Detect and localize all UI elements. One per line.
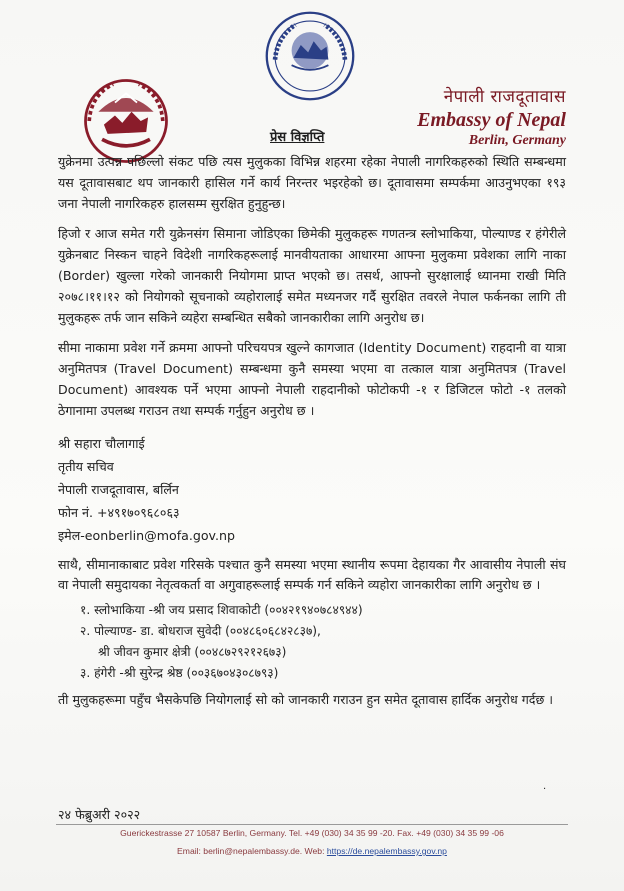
embassy-letterhead xyxy=(417,84,566,149)
footer-address: Guerickestrasse 27 10587 Berlin, Germany. Tel. +49 (030) 34 35 99 -20. Fax. +49 (030) 34 35 99 -06 xyxy=(120,828,504,838)
embassy-city: Berlin, Germany xyxy=(468,133,566,148)
paragraph-2: हिजो र आज समेत गरी युक्रेनसंग सिमाना जोडिएका छिमेकी मुलुकहरू गणतन्त्र स्लोभाकिया, पोल्याण्ड र हंगेरीले युक्रेनबाट निस्कन चाहने विदेशी नागरिकहरूलाई मानवीयताका आधारमा आफ्ना मुलुकमा प्रवेशका लागि नाका (Border) खुल्ला गरेको जानकारी नियोगमा प्राप्त भएको छ। तसर्थ, आफ्नो सुरक्षालाई ध्यानमा राखी मिति २०७८।११।१२ को नियोगको सूचनाको व्यहोरालाई समेत मध्यनजर गर्दै सुरक्षित तवरले नेपाल फर्कनका लागि ती मुलुकहरू तर्फ जान सकिने व्यहेरा सम्बन्धित सबैको जानकारीका लागि अनुरोध छ। xyxy=(58,226,566,325)
list-item: श्री जीवन कुमार क्षेत्री (००४८७२९२१२६७३) xyxy=(98,645,287,660)
letter-date: २४ फेब्रुअरी २०२२ xyxy=(58,807,141,822)
signatory-name: श्री सहारा चौलागाई xyxy=(58,435,145,451)
list-item: १. स्लोभाकिया -श्री जय प्रसाद शिवाकोटी (००४२१९४०७८४९४४) xyxy=(80,603,363,618)
contact-list xyxy=(80,600,566,684)
embassy-name-nepali: नेपाली राजदूतावास xyxy=(443,87,566,107)
signature-block xyxy=(58,432,566,547)
list-item: ३. हंगेरी -श्री सुरेन्द्र श्रेष्ठ (००३६७०४३०८७९३) xyxy=(80,666,279,681)
closing-paragraph: ती मुलुकहरूमा पहुँच भैसकेपछि नियोगलाई सो को जानकारी गराउन हुन समेत दूतावास हार्दिक अनुरोध गर्दछ । xyxy=(58,692,554,708)
footer-email: Email: berlin@nepalembassy.de. Web: xyxy=(177,846,325,856)
signatory-email: इमेल-eonberlin@mofa.gov.np xyxy=(58,527,236,543)
paragraph-1: युक्रेनमा उत्पन्न पछिल्लो संकट पछि त्यस मुलुकका विभिन्न शहरमा रहेका नेपाली नागरिकहरुको स्थिति सम्बन्धमा यस दूतावासबाट थप जानकारी हासिल गर्ने कार्य निरन्तर भइरहेको छ। दूतावासमा सम्पर्कमा आउनुभएका १९३ जना नेपाली नागरिकहरु हालसम्म सुरक्षित हुनुहुन्छ। xyxy=(58,154,566,211)
contacts-intro: साथै, सीमानाकाबाट प्रवेश गरिसके पश्चात कुनै समस्या भएमा स्थानीय रूपमा देहायका गैर आवासीय नेपाली संघ वा नेपाली समुदायका नेतृत्वकर्ता वा अगुवाहरूलाई सम्पर्क गर्न सकिने व्यहोरा जानकारीका लागि अनुरोध छ । xyxy=(58,556,566,593)
embassy-name-english: Embassy of Nepal xyxy=(417,109,566,131)
letter-body xyxy=(58,152,566,721)
footer-contact xyxy=(0,846,624,856)
signatory-designation: तृतीय सचिव xyxy=(58,458,114,474)
paragraph-3: सीमा नाकामा प्रवेश गर्ने क्रममा आफ्नो परिचयपत्र खुल्ने कागजात (Identity Document) राहदानी वा यात्रा अनुमितपत्र (Travel Document) सम्बन्धमा कुनै समस्या भएमा वा तत्काल यात्रा अनुमितपत्र (Travel Document) आवश्यक पर्ने भएमा आफ्नो नेपाली राहदानीको फोटोकपी -१ र डिजिटल फोटो -१ तलको ठेगानामा उपलब्ध गराउन तथा सम्पर्क गर्नुहुन अनुरोध छ । xyxy=(58,340,566,418)
footer-website-link[interactable]: https://de.nepalembassy.gov.np xyxy=(326,846,447,856)
footer-divider xyxy=(56,824,568,825)
embassy-seal-top-icon xyxy=(264,10,356,102)
pen-mark: · xyxy=(543,784,547,795)
signatory-office: नेपाली राजदूतावास, बर्लिन xyxy=(58,481,179,497)
signatory-phone: फोन नं. +४९१७०९६८०६३ xyxy=(58,504,180,520)
press-release-title: प्रेस विज्ञप्ति xyxy=(270,130,325,145)
list-item: २. पोल्याण्ड- डा. बोधराज सुवेदी (००४८६०६८४२८३७), xyxy=(80,624,321,639)
